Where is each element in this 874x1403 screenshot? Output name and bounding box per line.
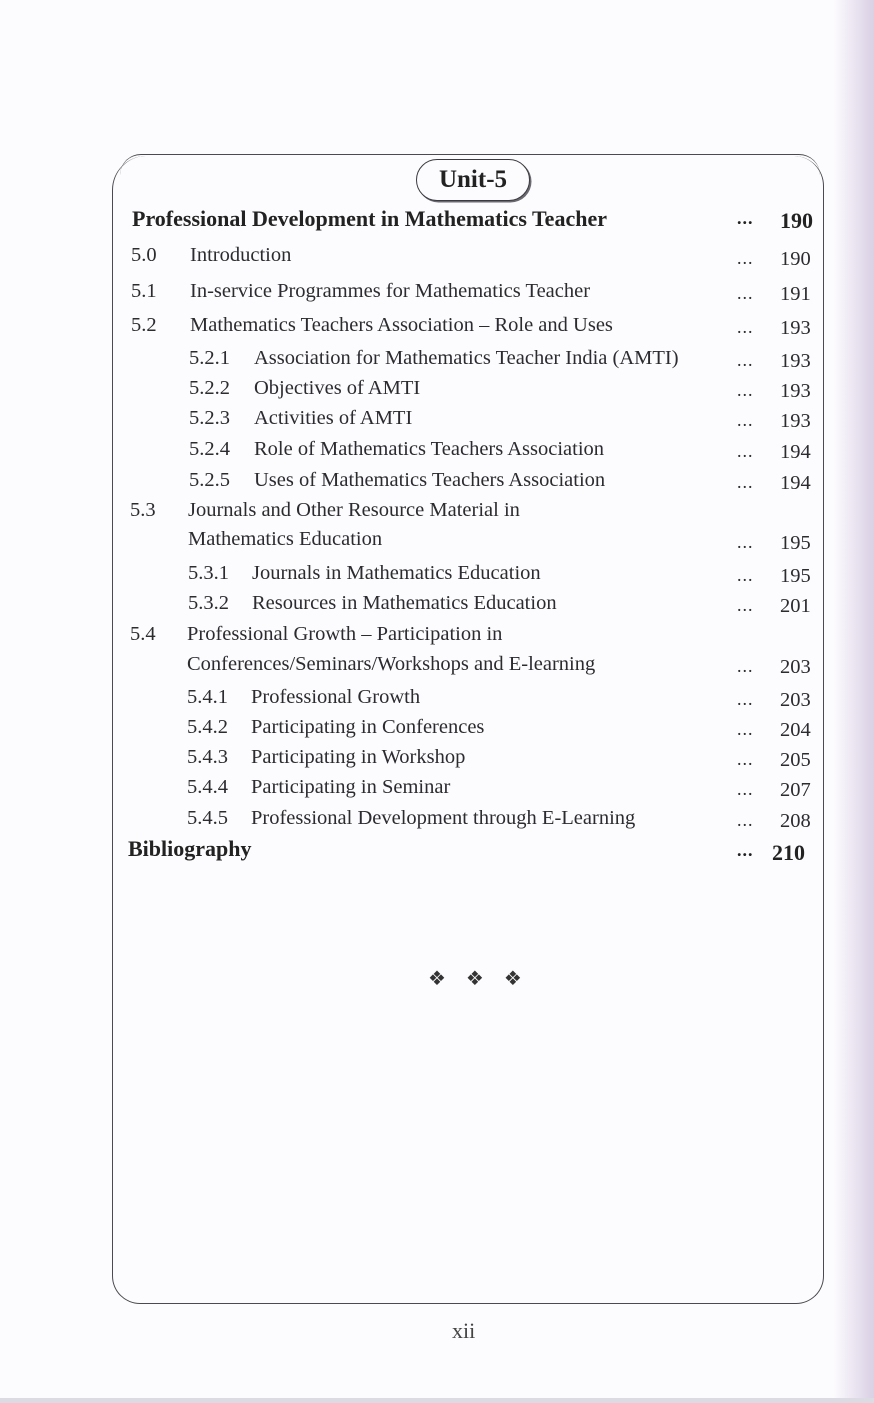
toc-entry-number: 5.1 — [131, 280, 157, 302]
toc-entry-number: 5.2.1 — [189, 347, 230, 369]
toc-page-number: 190 — [780, 248, 811, 270]
toc-dots: ... — [737, 532, 754, 552]
toc-entry-number: 5.2 — [131, 314, 157, 336]
toc-page-number: 203 — [780, 689, 811, 711]
toc-entry-title: Participating in Conferences — [251, 716, 485, 738]
toc-entry-title: Participating in Workshop — [251, 746, 466, 768]
toc-dots: ... — [737, 565, 754, 585]
chapter-title: Professional Development in Mathematics Teacher — [132, 206, 607, 231]
toc-dots: ... — [737, 719, 754, 739]
toc-dots: ... — [737, 779, 754, 799]
page-number: xii — [452, 1318, 476, 1343]
toc-entry-title-continued: Conferences/Seminars/Workshops and E-learning — [187, 653, 596, 675]
toc-entry-number: 5.4.1 — [187, 686, 228, 708]
toc-entry-title: Resources in Mathematics Education — [252, 592, 557, 614]
toc-page-number: 193 — [780, 380, 811, 402]
toc-page-number: 203 — [780, 656, 811, 678]
toc-page-number: 210 — [772, 840, 805, 865]
toc-page-number: 193 — [780, 410, 811, 432]
toc-dots: ... — [737, 441, 754, 461]
toc-entry-title: Introduction — [190, 244, 292, 266]
toc-page-number: 201 — [780, 595, 811, 617]
toc-entry-number: 5.3.2 — [188, 592, 229, 614]
toc-entry-number: 5.2.3 — [189, 407, 230, 429]
toc-page-number: 207 — [780, 779, 811, 801]
toc-entry-title: Professional Growth – Participation in — [187, 623, 503, 645]
toc-page-number: 195 — [780, 532, 811, 554]
toc-dots: ... — [737, 248, 754, 268]
toc-dots: ... — [737, 410, 754, 430]
toc-entry-title-continued: Mathematics Education — [188, 528, 383, 550]
toc-dots: ... — [737, 317, 754, 337]
toc-entry-title: Professional Growth — [251, 686, 421, 708]
toc-page-number: 205 — [780, 749, 811, 771]
toc-entry-number: 5.3.1 — [188, 562, 229, 584]
toc-entry-number: 5.4.5 — [187, 807, 228, 829]
toc-entry-number: 5.3 — [130, 499, 156, 521]
toc-dots: ... — [737, 208, 754, 228]
toc-entry-title: Journals in Mathematics Education — [252, 562, 541, 584]
toc-dots: ... — [737, 689, 754, 709]
toc-page-number: 204 — [780, 719, 811, 741]
toc-page-number: 193 — [780, 317, 811, 339]
toc-page-number: 194 — [780, 441, 811, 463]
toc-entry-title: Journals and Other Resource Material in — [188, 499, 520, 521]
toc-dots: ... — [737, 350, 754, 370]
toc-entry-number: 5.2.5 — [189, 469, 230, 491]
toc-entry-number: 5.0 — [131, 244, 157, 266]
toc-entry-title: Uses of Mathematics Teachers Association — [254, 469, 606, 491]
toc-entry-number: 5.2.4 — [189, 438, 230, 460]
toc-entry-number: 5.4.4 — [187, 776, 228, 798]
toc-entry-title: Professional Development through E-Learning — [251, 807, 636, 829]
toc-dots: ... — [737, 380, 754, 400]
toc-entry-title: In-service Programmes for Mathematics Teacher — [190, 280, 591, 302]
toc-entry-number: 5.4.2 — [187, 716, 228, 738]
toc-dots: ... — [737, 810, 754, 830]
toc-page-number: 191 — [780, 283, 811, 305]
toc-dots: ... — [737, 595, 754, 615]
toc-entry-title: Role of Mathematics Teachers Association — [254, 438, 605, 460]
toc-page-number: 194 — [780, 472, 811, 494]
toc-entry-number: 5.4.3 — [187, 746, 228, 768]
unit-badge: Unit-5 — [416, 159, 530, 201]
toc-entry-title: Objectives of AMTI — [254, 377, 421, 399]
toc-page-number: 193 — [780, 350, 811, 372]
toc-page-number: 190 — [780, 208, 813, 233]
toc-entry-title: Activities of AMTI — [254, 407, 413, 429]
page-edge-shading — [834, 0, 874, 1403]
toc-dots: ... — [737, 472, 754, 492]
toc-dots: ... — [737, 840, 754, 860]
toc-dots: ... — [737, 656, 754, 676]
ornament-divider: ❖❖❖ — [428, 968, 542, 990]
toc-page-number: 195 — [780, 565, 811, 587]
toc-dots: ... — [737, 283, 754, 303]
toc-entry-number: 5.2.2 — [189, 377, 230, 399]
bibliography-entry: Bibliography — [128, 836, 252, 861]
toc-dots: ... — [737, 749, 754, 769]
page-bottom-edge — [0, 1398, 874, 1403]
toc-entry-title: Mathematics Teachers Association – Role and Uses — [190, 314, 613, 336]
toc-entry-title: Participating in Seminar — [251, 776, 451, 798]
toc-page-number: 208 — [780, 810, 811, 832]
toc-entry-title: Association for Mathematics Teacher India (AMTI) — [254, 347, 679, 369]
toc-entry-number: 5.4 — [130, 623, 156, 645]
